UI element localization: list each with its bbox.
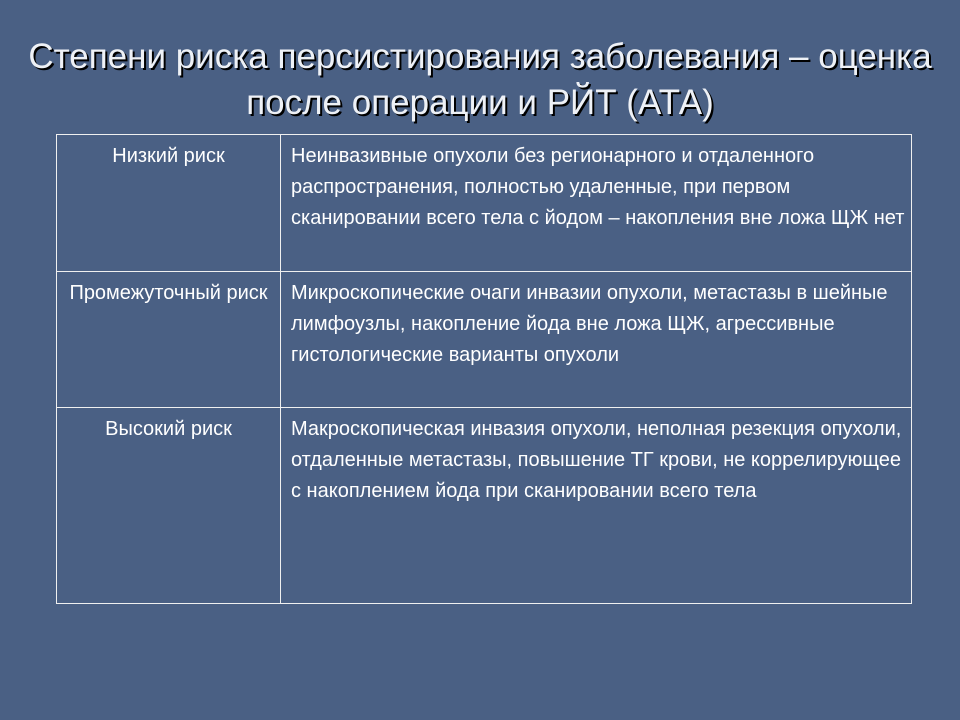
risk-level-cell: Промежуточный риск — [57, 271, 281, 408]
slide-title: Степени риска персистирования заболевания – оценка после операции и РЙТ (АТА) — [28, 37, 932, 122]
risk-description-cell: Микроскопические очаги инвазии опухоли, метастазы в шейные лимфоузлы, накопление йода вне ложа ЩЖ, агрессивные гистологические варианты опухоли — [281, 271, 912, 408]
table-row — [57, 271, 912, 408]
table-row — [57, 408, 912, 604]
table-row — [57, 135, 912, 272]
risk-description-cell: Макроскопическая инвазия опухоли, неполная резекция опухоли, отдаленные метастазы, повышение ТГ крови, не коррелирующее с накоплением йода при сканировании всего тела — [281, 408, 912, 604]
risk-table — [56, 134, 912, 604]
risk-description-cell: Неинвазивные опухоли без регионарного и отдаленного распространения, полностью удаленные, при первом сканировании всего тела с йодом – накопления вне ложа ЩЖ нет — [281, 135, 912, 272]
risk-level-cell: Низкий риск — [57, 135, 281, 272]
risk-level-cell: Высокий риск — [57, 408, 281, 604]
